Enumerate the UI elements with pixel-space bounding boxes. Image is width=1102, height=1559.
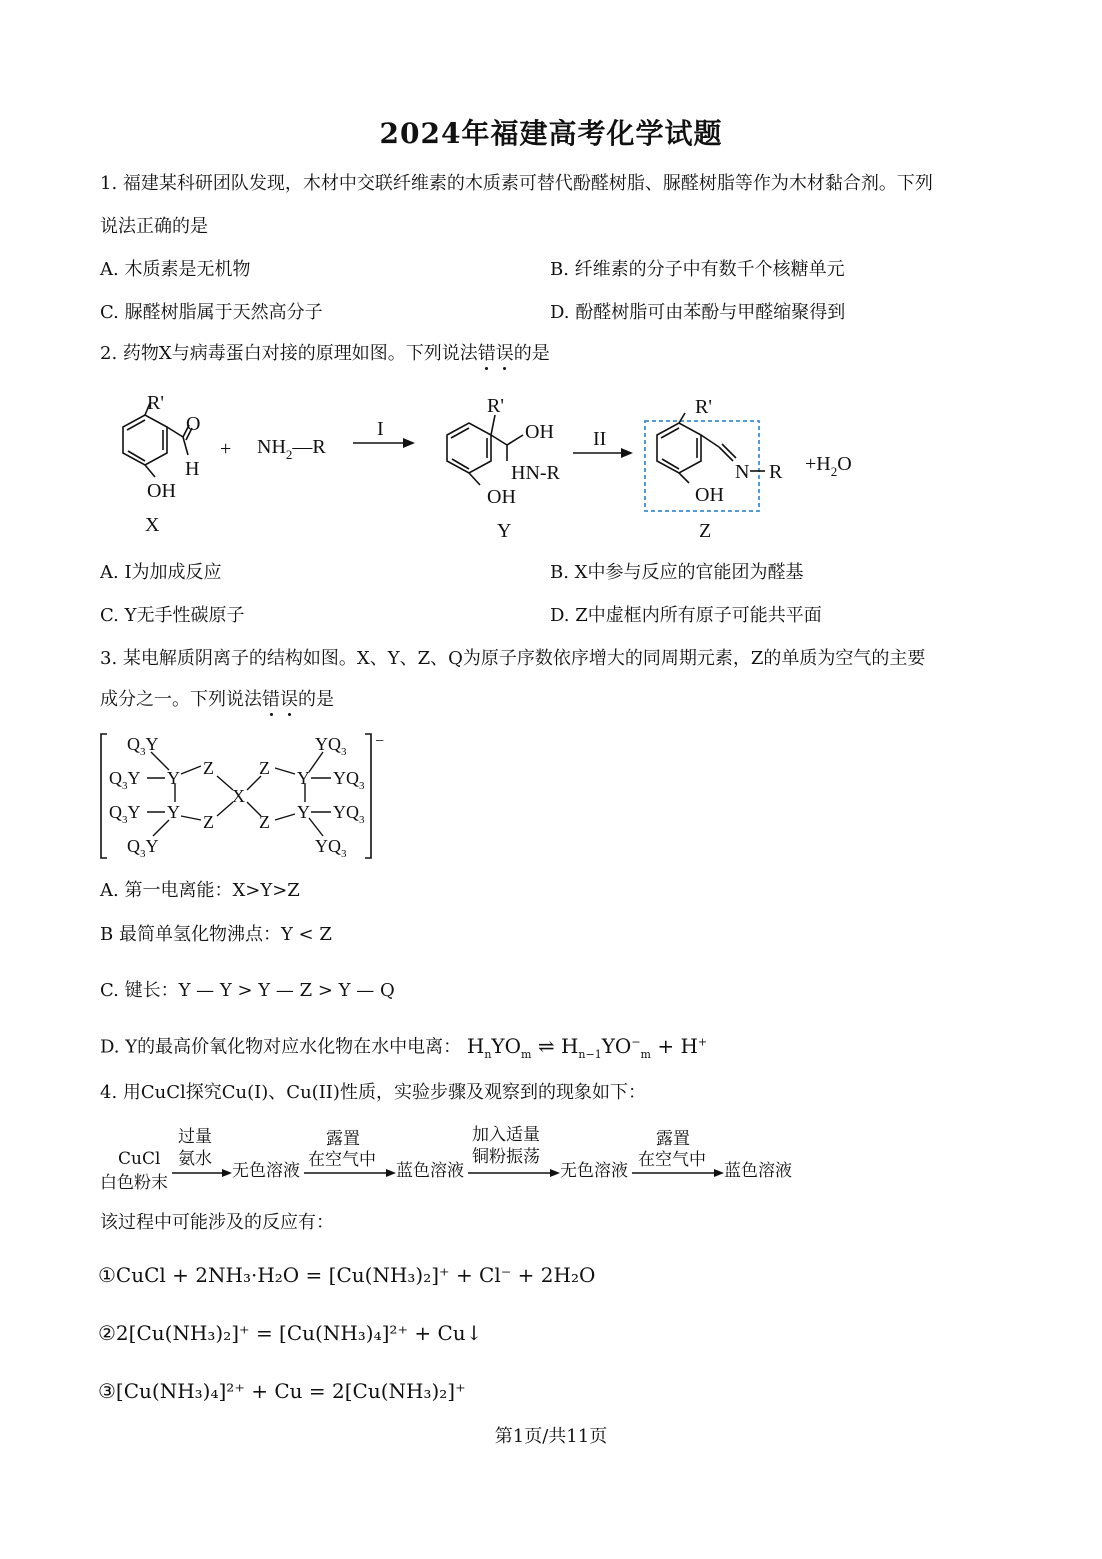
yq3-3: $YQ_3$	[333, 802, 365, 826]
q4-reaction-2: ②2[Cu(NH₃)₂]⁺ = [Cu(NH₃)₄]²⁺ + Cu↓	[98, 1321, 483, 1345]
q3-option-d	[100, 1031, 707, 1066]
x-rprime: R'	[147, 392, 164, 414]
q1-stem-line2: 说法正确的是	[100, 216, 208, 237]
q2-option-c: C. Y无手性碳原子	[100, 605, 245, 626]
page-title: 2024年福建高考化学试题	[379, 117, 723, 150]
plus-sign: +	[220, 438, 232, 460]
q4-flowchart	[100, 1124, 820, 1196]
q3-option-d-text: D. Y的最高价氧化物对应水化物在水中电离：	[100, 1036, 462, 1058]
y-left-top: Y	[167, 768, 180, 788]
y-label: Y	[497, 520, 512, 542]
q3-stem-line2	[100, 689, 334, 711]
q2-stem-b: 的是	[513, 343, 550, 364]
y-right-top: Y	[297, 768, 310, 788]
q3-stem-line2b: 的是	[298, 689, 334, 710]
q3y-1: $Q_3Y$	[127, 734, 159, 758]
arrow-ii-label: II	[593, 428, 607, 450]
flow-step3-bottom: 铜粉振荡	[472, 1147, 540, 1167]
flow-step2-bottom: 在空气中	[308, 1150, 376, 1170]
y-oh2: OH	[487, 486, 516, 508]
z-right-top: Z	[259, 758, 270, 778]
x-o: O	[186, 413, 201, 435]
q1-option-b: B. 纤维素的分子中有数千个核糖单元	[550, 259, 845, 280]
page-footer: 第1页/共11页	[494, 1426, 608, 1447]
flow-step1-top: 过量	[178, 1127, 212, 1147]
q1-option-c: C. 脲醛树脂属于天然高分子	[100, 302, 323, 323]
flow-step4-bottom: 在空气中	[638, 1150, 706, 1170]
x-h: H	[185, 458, 200, 480]
q3-stem-err2: 误	[280, 689, 298, 710]
flow-step1-bottom: 氨水	[178, 1149, 212, 1169]
z-left-top: Z	[203, 758, 214, 778]
anion-charge: −	[375, 733, 385, 750]
flow-result-4: 蓝色溶液	[724, 1161, 792, 1181]
q4-stem: 4. 用CuCl探究Cu(I)、Cu(II)性质，实验步骤及观察到的现象如下：	[100, 1082, 646, 1103]
q2-stem-a: 2. 药物X与病毒蛋白对接的原理如图。下列说法	[100, 343, 478, 364]
z-right-bottom: Z	[259, 812, 270, 832]
water-product: $+H_2O$	[805, 453, 852, 479]
z-rprime: R'	[695, 396, 712, 418]
q3y-4: $Q_3Y$	[127, 836, 159, 860]
molecule-x	[123, 403, 192, 477]
q3y-2: $Q_3Y$	[109, 768, 141, 792]
q3-option-a: A. 第一电离能：X>Y>Z	[100, 880, 300, 901]
yq3-2: $YQ_3$	[333, 768, 365, 792]
q1-stem-line1: 1. 福建某科研团队发现，木材中交联纤维素的木质素可替代酚醛树脂、脲醛树脂等作为木材黏合剂。下列	[100, 173, 933, 194]
q2-stem-err2: 误	[495, 343, 514, 364]
y-oh: OH	[525, 421, 554, 443]
x-center: X	[232, 786, 245, 806]
flow-result-1: 无色溶液	[232, 1161, 300, 1181]
flow-arrow-4	[632, 1168, 726, 1178]
q3-option-b: B 最简单氢化物沸点：Y < Z	[100, 924, 332, 945]
q2-stem-err1: 错	[477, 343, 496, 364]
q3y-3: $Q_3Y$	[109, 802, 141, 826]
flow-step2-top: 露置	[326, 1129, 360, 1149]
q3-stem-line2a: 成分之一。下列说法	[100, 689, 262, 710]
flow-result-2: 蓝色溶液	[396, 1161, 464, 1181]
flow-result-3: 无色溶液	[560, 1161, 628, 1181]
q2-reaction-scheme	[95, 385, 895, 545]
flow-arrow-1	[172, 1168, 234, 1178]
q4-reaction-1: ①CuCl + 2NH₃·H₂O = [Cu(NH₃)₂]⁺ + Cl⁻ + 2H₂O	[98, 1263, 596, 1287]
q2-option-b: B. X中参与反应的官能团为醛基	[550, 562, 804, 583]
reagent-nh: $NH_2—R$	[257, 436, 326, 462]
q3-option-d-equation: $H_nYO_m$ ⇌ $H_{n-1}YO^-_m + H^+$	[466, 1033, 708, 1061]
yq3-4: $YQ_3$	[315, 836, 347, 860]
yq3-1: $YQ_3$	[315, 734, 347, 758]
y-left-bottom: Y	[167, 802, 180, 822]
flow-step3-top: 加入适量	[472, 1125, 540, 1145]
q2-option-a: A. I为加成反应	[100, 562, 222, 583]
flow-arrow-3	[468, 1168, 562, 1178]
y-right-bottom: Y	[297, 802, 310, 822]
x-label: X	[145, 514, 160, 536]
q2-option-d: D. Z中虚框内所有原子可能共平面	[550, 605, 822, 626]
flow-step4-top: 露置	[656, 1129, 690, 1149]
q3-anion-structure	[95, 728, 395, 866]
x-oh: OH	[147, 480, 176, 502]
z-left-bottom: Z	[203, 812, 214, 832]
q1-option-a: A. 木质素是无机物	[100, 259, 251, 280]
z-label: Z	[699, 520, 712, 542]
q4-intro: 该过程中可能涉及的反应有：	[100, 1212, 334, 1233]
arrow-i-label: I	[377, 418, 384, 440]
flow-start-bottom: 白色粉末	[100, 1173, 168, 1193]
flow-start-top: CuCl	[118, 1149, 161, 1169]
q3-stem-err1: 错	[262, 689, 280, 710]
q3-option-c: C. 键长：Y — Y > Y — Z > Y — Q	[100, 980, 395, 1001]
z-r: R	[769, 461, 783, 483]
z-n: N	[735, 461, 750, 483]
q3-stem-line1: 3. 某电解质阴离子的结构如图。X、Y、Z、Q为原子序数依序增大的同周期元素，Z的单质为空气的主要	[100, 648, 926, 669]
flow-arrow-2	[304, 1168, 398, 1178]
q4-reaction-3: ③[Cu(NH₃)₄]²⁺ + Cu = 2[Cu(NH₃)₂]⁺	[98, 1379, 466, 1403]
q2-stem	[100, 343, 550, 365]
q1-option-d: D. 酚醛树脂可由苯酚与甲醛缩聚得到	[550, 302, 846, 323]
y-hn-r: HN-R	[511, 462, 560, 484]
y-rprime: R'	[487, 395, 504, 417]
z-oh: OH	[695, 484, 724, 506]
